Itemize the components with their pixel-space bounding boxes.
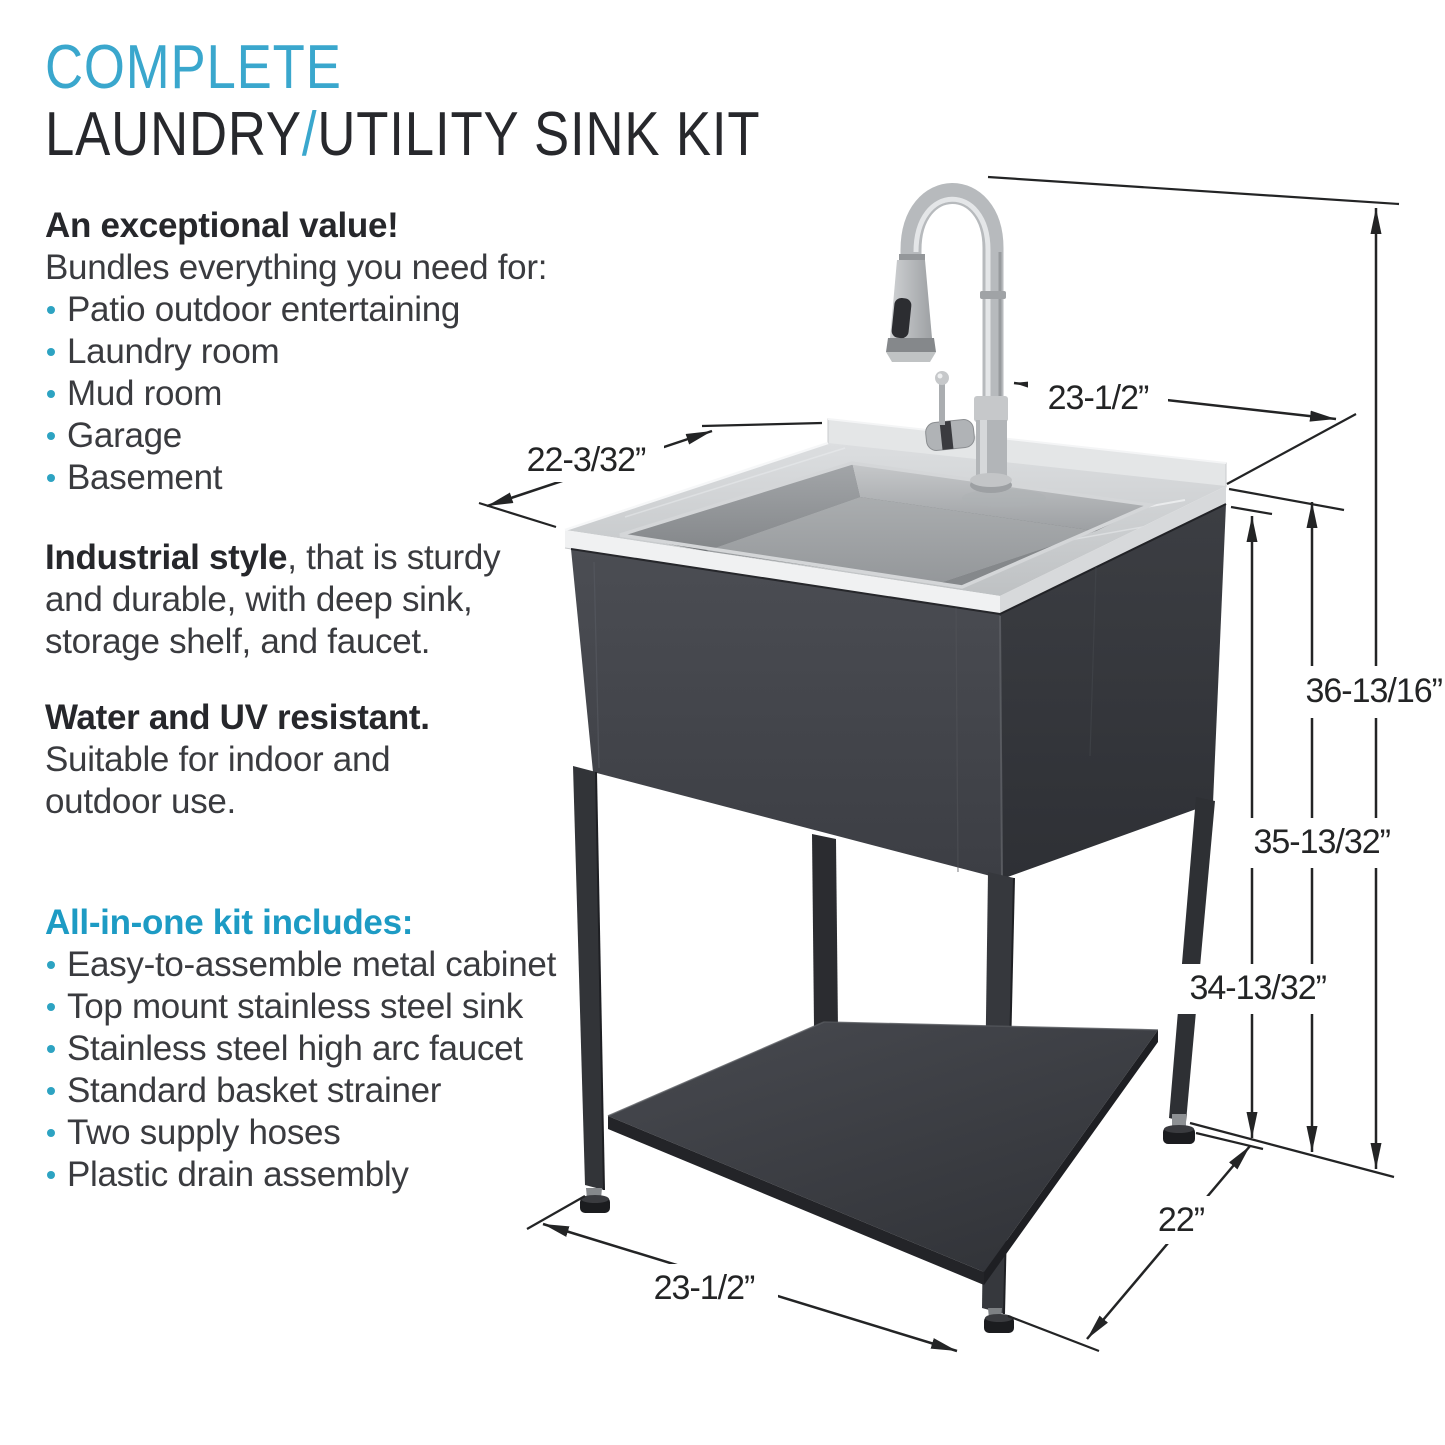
bullet-dot-icon	[47, 306, 55, 314]
list-item: Laundry room	[45, 331, 585, 373]
bullet-dot-icon	[47, 961, 55, 969]
bullet-dot-icon	[47, 432, 55, 440]
kit-bullet-list	[45, 944, 585, 1196]
bullet-dot-icon	[47, 1171, 55, 1179]
title-slash: /	[301, 100, 318, 169]
kit-heading: All-in-one kit includes:	[45, 903, 414, 942]
list-item: Plastic drain assembly	[45, 1154, 585, 1196]
list-item: Two supply hoses	[45, 1112, 585, 1154]
water-heading: Water and UV resistant.	[45, 698, 430, 737]
value-heading: An exceptional value!	[45, 206, 399, 245]
section-value	[45, 205, 585, 499]
back-right-leg	[1169, 797, 1215, 1122]
back-left-leg	[812, 834, 838, 1030]
bullet-dot-icon	[47, 1003, 55, 1011]
dim-label-rim-height: 35-13/32”	[1253, 823, 1390, 861]
bullet-dot-icon	[47, 474, 55, 482]
industrial-lead: Industrial style	[45, 538, 288, 577]
list-item: Mud room	[45, 373, 585, 415]
bullet-dot-icon	[47, 1087, 55, 1095]
bullet-dot-icon	[47, 390, 55, 398]
list-item: Basement	[45, 457, 585, 499]
bullet-dot-icon	[47, 1129, 55, 1137]
dim-label-base-depth: 22”	[1157, 1201, 1205, 1239]
bullet-dot-icon	[47, 1045, 55, 1053]
list-item: Standard basket strainer	[45, 1070, 585, 1112]
dim-label-base-width: 23-1/2”	[653, 1269, 755, 1307]
title-line2: LAUNDRY/UTILITY SINK KIT	[45, 100, 761, 169]
storage-shelf	[608, 1022, 1158, 1285]
page-title	[45, 34, 810, 168]
list-item: Garage	[45, 415, 585, 457]
dim-label-top-depth: 22-3/32”	[526, 441, 646, 479]
list-item: Easy-to-assemble metal cabinet	[45, 944, 585, 986]
section-kit	[45, 902, 585, 1196]
value-bullet-list	[45, 289, 585, 499]
section-water: Water and UV resistant. Suitable for indoor and outdoor use.	[45, 697, 585, 823]
list-item: Patio outdoor entertaining	[45, 289, 585, 331]
list-item: Stainless steel high arc faucet	[45, 1028, 585, 1070]
dim-label-top-width: 23-1/2”	[1047, 379, 1149, 417]
value-intro: Bundles everything you need for:	[45, 248, 548, 287]
bullet-dot-icon	[47, 348, 55, 356]
section-industrial: Industrial style, that is sturdy and durable, with deep sink, storage shelf, and faucet.	[45, 538, 501, 661]
dim-label-cabinet-height: 34-13/32”	[1189, 969, 1326, 1007]
title-line1: COMPLETE	[45, 33, 342, 102]
faucet-handle	[925, 371, 976, 451]
list-item: Top mount stainless steel sink	[45, 986, 585, 1028]
dim-label-overall-height: 36-13/16”	[1305, 672, 1442, 710]
